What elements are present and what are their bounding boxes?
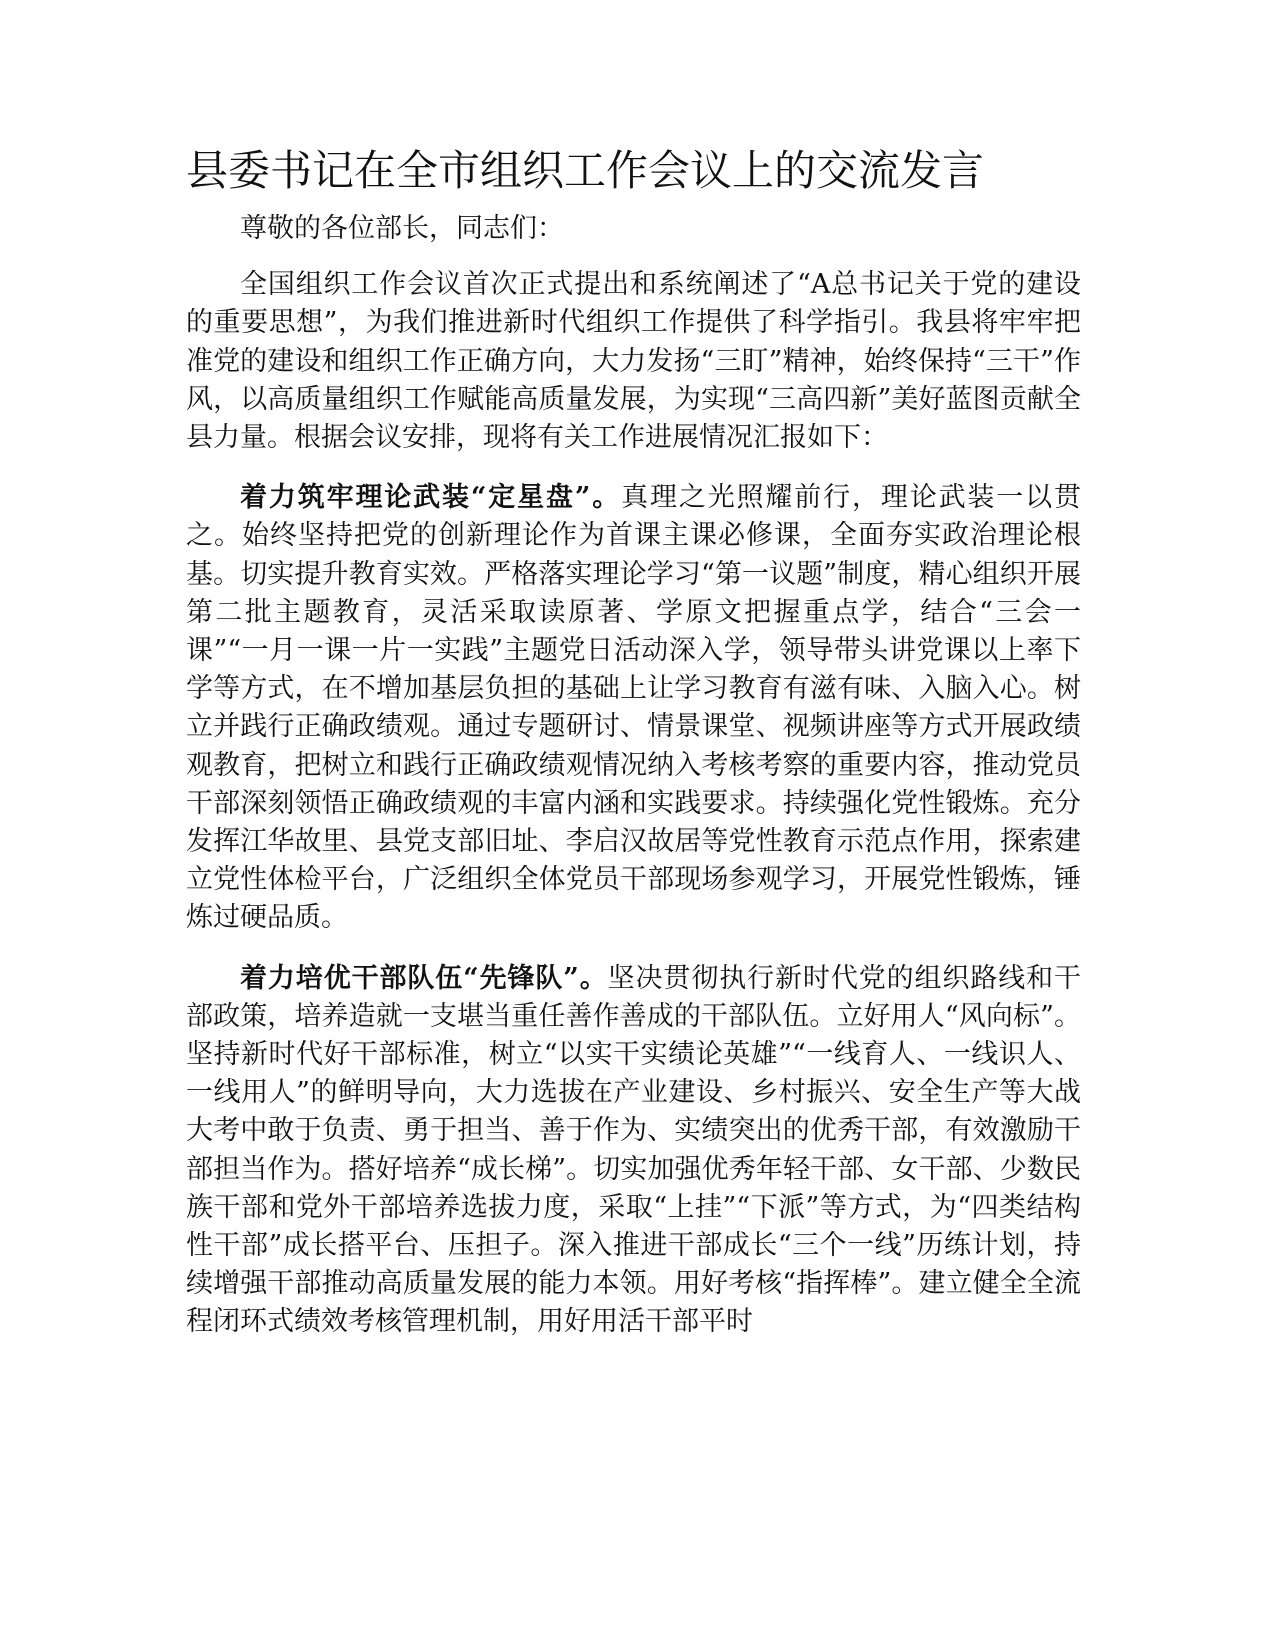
document-page	[186, 140, 1081, 1364]
section-paragraph-2	[186, 960, 1081, 1342]
section-body-1: 真理之光照耀前行，理论武装一以贯之。始终坚持把党的创新理论作为首课主课必修课，全面夯实政治理论根基。切实提升教育实效。严格落实理论学习“第一议题”制度，精心组织开展第二批主题教育，灵活采取读原著、学原文把握重点学，结合“三会一课”“一月一课一片一实践”主题党日活动深入学，领导带头讲党课以上率下学等方式，在不增加基层负担的基础上让学习教育有滋有味、入脑入心。树立并践行正确政绩观。通过专题研讨、情景课堂、视频讲座等方式开展政绩观教育，把树立和践行正确政绩观情况纳入考核考察的重要内容，推动党员干部深刻领悟正确政绩观的丰富内涵和实践要求。持续强化党性锻炼。充分发挥江华故里、县党支部旧址、李启汉故居等党性教育示范点作用，探索建立党性体检平台，广泛组织全体党员干部现场参观学习，开展党性锻炼，锤炼过硬品质。	[186, 482, 1082, 934]
intro-paragraph: 全国组织工作会议首次正式提出和系统阐述了“A总书记关于党的建设的重要思想”，为我们推进新时代组织工作提供了科学指引。我县将牢牢把准党的建设和组织工作正确方向，大力发扬“三盯”精神，始终保持“三干”作风，以高质量组织工作赋能高质量发展，为实现“三高四新”美好蓝图贡献全县力量。根据会议安排，现将有关工作进展情况汇报如下：	[186, 269, 1081, 454]
section-paragraph-1	[186, 479, 1081, 937]
section-lead-2: 着力培优干部队伍“先锋队”。	[240, 962, 608, 994]
salutation: 尊敬的各位部长，同志们：	[240, 213, 564, 244]
section-lead-1: 着力筑牢理论武装“定星盘”。	[240, 482, 622, 514]
section-body-2: 坚决贯彻执行新时代党的组织路线和干部政策，培养造就一支堪当重任善作善成的干部队伍。立好用人“风向标”。坚持新时代好干部标准，树立“以实干实绩论英雄”“一线育人、一线识人、一线用人”的鲜明导向，大力选拔在产业建设、乡村振兴、安全生产等大战大考中敢于负责、勇于担当、善于作为、实绩突出的优秀干部，有效激励干部担当作为。搭好培养“成长梯”。切实加强优秀年轻干部、女干部、少数民族干部和党外干部培养选拔力度，采取“上挂”“下派”等方式，为“四类结构性干部”成长搭平台、压担子。深入推进干部成长“三个一线”历练计划，持续增强干部推动高质量发展的能力本领。用好考核“指挥棒”。建立健全全流程闭环式绩效考核管理机制，用好用活干部平时	[186, 962, 1082, 1338]
document-title: 县委书记在全市组织工作会议上的交流发言	[186, 146, 985, 195]
